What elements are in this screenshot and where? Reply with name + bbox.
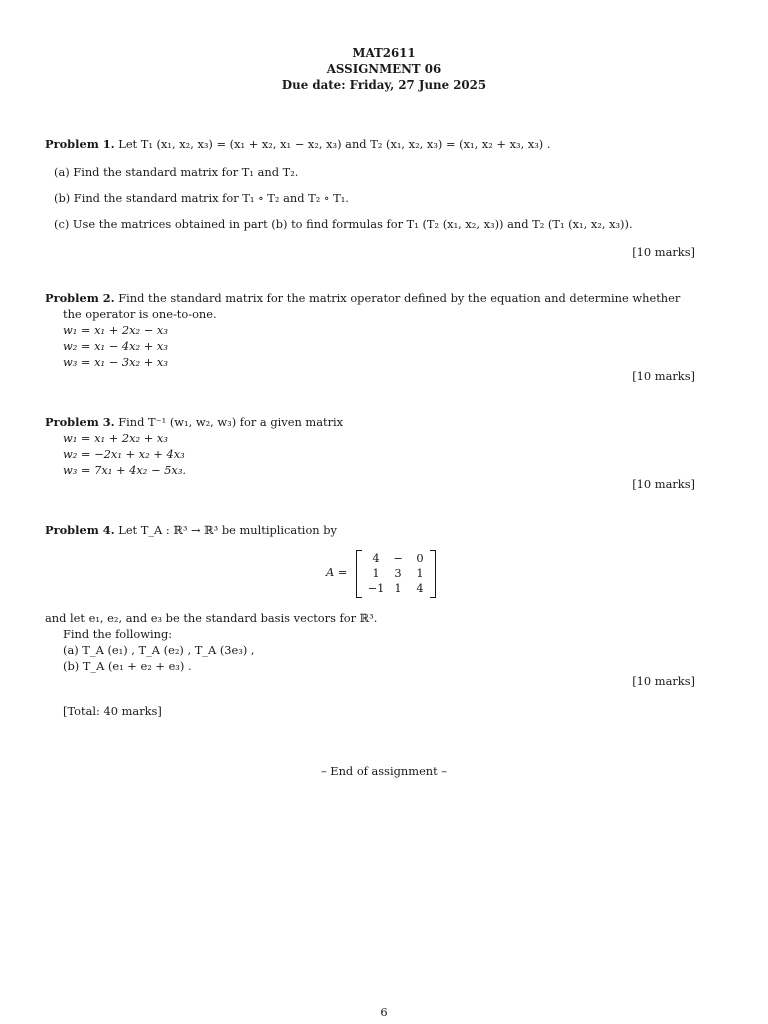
problem-4-find: Find the following: — [63, 627, 173, 641]
matrix-cell: 1 — [394, 581, 402, 595]
problem-4-title: Problem 4. — [45, 523, 115, 537]
matrix-cell: 0 — [416, 551, 424, 565]
matrix-cell: 1 — [372, 566, 380, 580]
problem-4-marks: [10 marks] — [632, 674, 695, 688]
problem-3-intro: Find T⁻¹ (w₁, w₂, w₃) for a given matrix — [118, 415, 344, 429]
problem-4-intro: Let T_A : ℝ³ → ℝ³ be multiplication by — [118, 523, 337, 537]
problem-3-title: Problem 3. — [45, 415, 115, 429]
problem-2-intro: Find the standard matrix for the matrix operator defined by the equation and determine whether — [118, 291, 681, 305]
problem-4-part-b: (b) T_A (e₁ + e₂ + e₃) . — [63, 659, 192, 673]
problem-2-title: Problem 2. — [45, 291, 115, 305]
problem-1-marks: [10 marks] — [632, 245, 695, 259]
matrix-cell: 4 — [372, 551, 380, 565]
problem-2-eq-3: w₃ = x₁ − 3x₂ + x₃ — [63, 355, 168, 369]
problem-1-part-c: (c) Use the matrices obtained in part (b) to find formulas for T₁ (T₂ (x₁, x₂, x₃)) and T₂ (T₁ (x₁, x₂, x₃)). — [54, 217, 633, 231]
due-date: Due date: Friday, 27 June 2025 — [281, 78, 487, 92]
matrix-cell: 3 — [394, 566, 402, 580]
problem-2-marks: [10 marks] — [632, 369, 695, 383]
problem-2-line — [45, 293, 680, 304]
problem-2-intro-cont: the operator is one-to-one. — [63, 307, 217, 321]
problem-1-intro: Let T₁ (x₁, x₂, x₃) = (x₁ + x₂, x₁ − x₂, x₃) and T₂ (x₁, x₂, x₃) = (x₁, x₂ + x₃, x₃) . — [118, 137, 551, 151]
matrix-body — [356, 550, 436, 596]
problem-3-marks: [10 marks] — [632, 477, 695, 491]
assignment-title: ASSIGNMENT 06 — [326, 62, 442, 76]
problem-1-title: Problem 1. — [45, 137, 115, 151]
matrix-left-bracket — [356, 550, 362, 598]
problem-3-eq-2: w₂ = −2x₁ + x₂ + 4x₃ — [63, 447, 185, 461]
problem-1-part-b: (b) Find the standard matrix for T₁ ∘ T₂ and T₂ ∘ T₁. — [54, 191, 349, 205]
problem-4-basis-line: and let e₁, e₂, and e₃ be the standard basis vectors for ℝ³. — [45, 611, 378, 625]
problem-2-eq-2: w₂ = x₁ − 4x₂ + x₃ — [63, 339, 168, 353]
matrix-cell: − — [393, 551, 403, 565]
matrix-label: A = — [326, 565, 348, 579]
page-number: 6 — [380, 1005, 388, 1019]
problem-3-eq-1: w₁ = x₁ + 2x₂ + x₃ — [63, 431, 168, 445]
matrix-cell: 4 — [416, 581, 424, 595]
problem-4-line — [45, 525, 337, 536]
total-marks: [Total: 40 marks] — [63, 704, 162, 718]
matrix-cell: 1 — [416, 566, 424, 580]
course-code: MAT2611 — [352, 46, 416, 60]
problem-3-eq-3: w₃ = 7x₁ + 4x₂ − 5x₃. — [63, 463, 187, 477]
matrix-cell: −1 — [367, 581, 385, 595]
problem-1-part-a: (a) Find the standard matrix for T₁ and T₂. — [54, 165, 299, 179]
problem-1-line — [45, 139, 551, 150]
problem-3-line — [45, 417, 343, 428]
problem-2-eq-1: w₁ = x₁ + 2x₂ − x₃ — [63, 323, 168, 337]
end-of-assignment: – End of assignment – — [320, 764, 448, 778]
problem-4-part-a: (a) T_A (e₁) , T_A (e₂) , T_A (3e₃) , — [63, 643, 255, 657]
